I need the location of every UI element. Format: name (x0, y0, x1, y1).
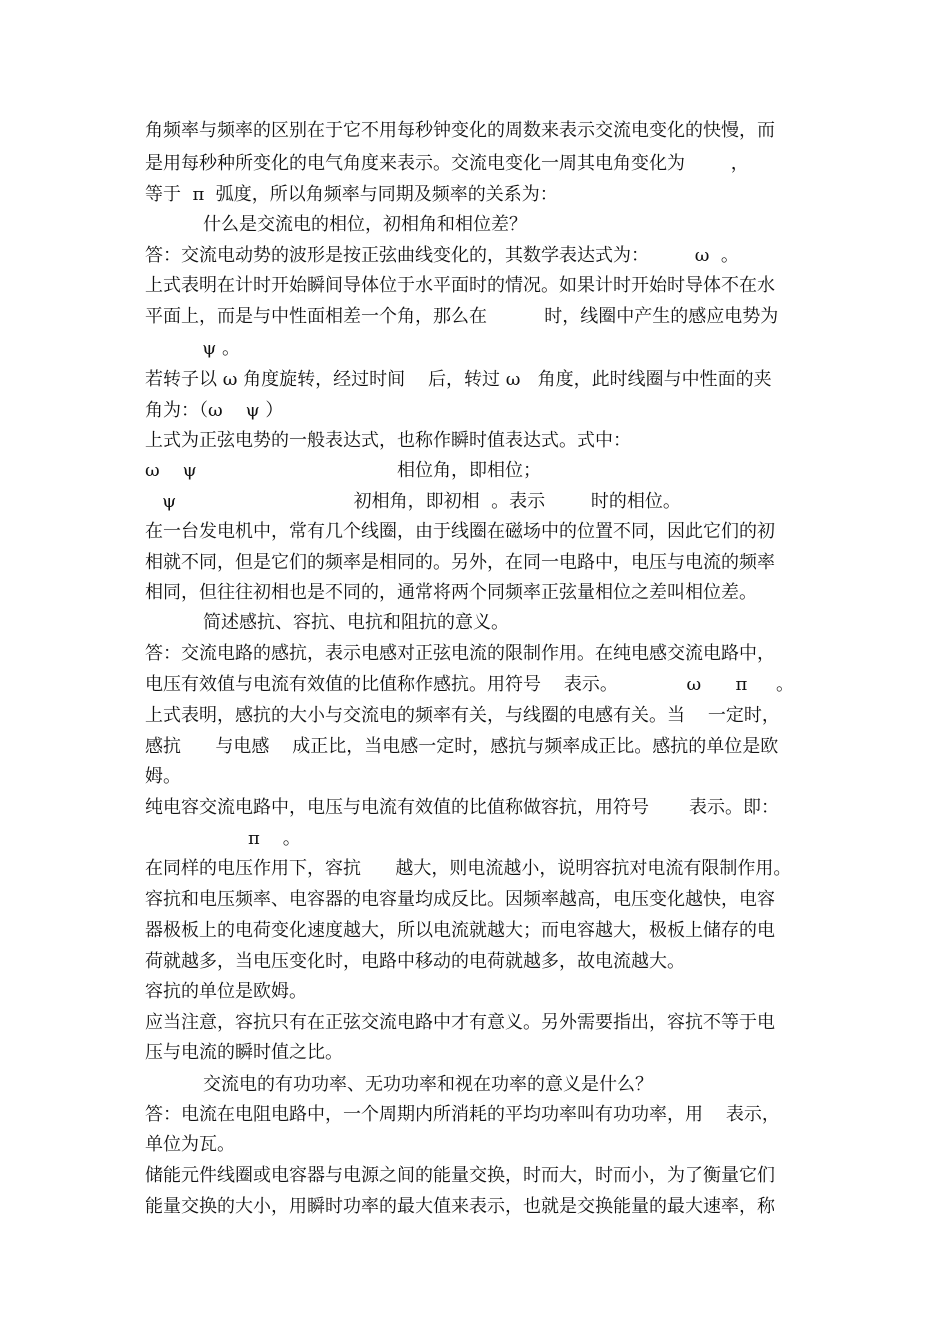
text-line: 上式表明在计时开始瞬间导体位于水平面时的情况。如果计时开始时导体不在水 (145, 275, 775, 296)
text-line: ω ψ 相位角，即相位； (145, 460, 541, 481)
text-line: 荷就越多，当电压变化时，电路中移动的电荷就越多，故电流越大。 (145, 951, 685, 972)
text-line: 平面上，而是与中性面相差一个角，那么在 时，线圈中产生的感应电势为 (145, 306, 779, 327)
text-line: ψ 初相角，即初相 。表示 时的相位。 (145, 491, 681, 512)
text-line: 相同，但往往初相也是不同的，通常将两个同频率正弦量相位之差叫相位差。 (145, 582, 757, 603)
text-line: 上式为正弦电势的一般表达式，也称作瞬时值表达式。式中： (145, 430, 631, 451)
text-line: 姆。 (145, 766, 181, 787)
text-line: 电压有效值与电流有效值的比值称作感抗。用符号 表示。 ω π 。 (145, 674, 794, 695)
text-line: 等于 π 弧度，所以角频率与同期及频率的关系为： (145, 184, 558, 205)
text-line: 纯电容交流电路中，电压与电流有效值的比值称做容抗，用符号 表示。即： (145, 797, 780, 818)
question-heading: 什么是交流电的相位，初相角和相位差？ (203, 214, 527, 235)
text-line: 单位为瓦。 (145, 1134, 235, 1155)
text-line: 相就不同，但是它们的频率是相同的。另外，在同一电路中，电压与电流的频率 (145, 552, 775, 573)
question-heading: 简述感抗、容抗、电抗和阻抗的意义。 (203, 612, 509, 633)
text-line: 在一台发电机中，常有几个线圈，由于线圈在磁场中的位置不同，因此它们的初 (145, 521, 775, 542)
text-line: 容抗的单位是欧姆。 (145, 981, 307, 1002)
text-line: 在同样的电压作用下，容抗 越大，则电流越小，说明容抗对电流有限制作用。 (145, 858, 792, 879)
text-line: 储能元件线圈或电容器与电源之间的能量交换，时而大，时而小，为了衡量它们 (145, 1165, 775, 1186)
text-line: 能量交换的大小，用瞬时功率的最大值来表示，也就是交换能量的最大速率，称 (145, 1196, 775, 1217)
text-line: 压与电流的瞬时值之比。 (145, 1042, 343, 1063)
text-line: 若转子以 ω 角度旋转，经过时间 后，转过 ω 角度，此时线圈与中性面的夹 (145, 369, 772, 390)
text-line: 感抗 与电感 成正比，当电感一定时，感抗与频率成正比。感抗的单位是欧 (145, 736, 779, 757)
text-line: 器极板上的电荷变化速度越大，所以电流就越大；而电容越大，极板上储存的电 (145, 920, 775, 941)
text-line: 上式表明，感抗的大小与交流电的频率有关，与线圈的电感有关。当 一定时， (145, 705, 780, 726)
text-line: 角为：（ω ψ ） (145, 400, 284, 421)
text-line: 应当注意，容抗只有在正弦交流电路中才有意义。另外需要指出，容抗不等于电 (145, 1012, 775, 1033)
text-line: ψ 。 (145, 338, 241, 359)
text-line: 是用每秒种所变化的电气角度来表示。交流电变化一周其电角变化为 ， (145, 153, 749, 174)
text-line: 角频率与频率的区别在于它不用每秒钟变化的周数来表示交流电变化的快慢，而 (145, 120, 775, 141)
text-line: π 。 (145, 828, 301, 849)
text-line: 容抗和电压频率、电容器的电容量均成反比。因频率越高，电压变化越快，电容 (145, 889, 775, 910)
question-heading: 交流电的有功功率、无功功率和视在功率的意义是什么？ (203, 1074, 653, 1095)
text-line: 答：交流电动势的波形是按正弦曲线变化的，其数学表达式为： ω 。 (145, 245, 739, 266)
text-line: 答：交流电路的感抗，表示电感对正弦电流的限制作用。在纯电感交流电路中， (145, 643, 775, 664)
text-line: 答：电流在电阻电路中，一个周期内所消耗的平均功率叫有功功率，用 表示， (145, 1104, 780, 1125)
